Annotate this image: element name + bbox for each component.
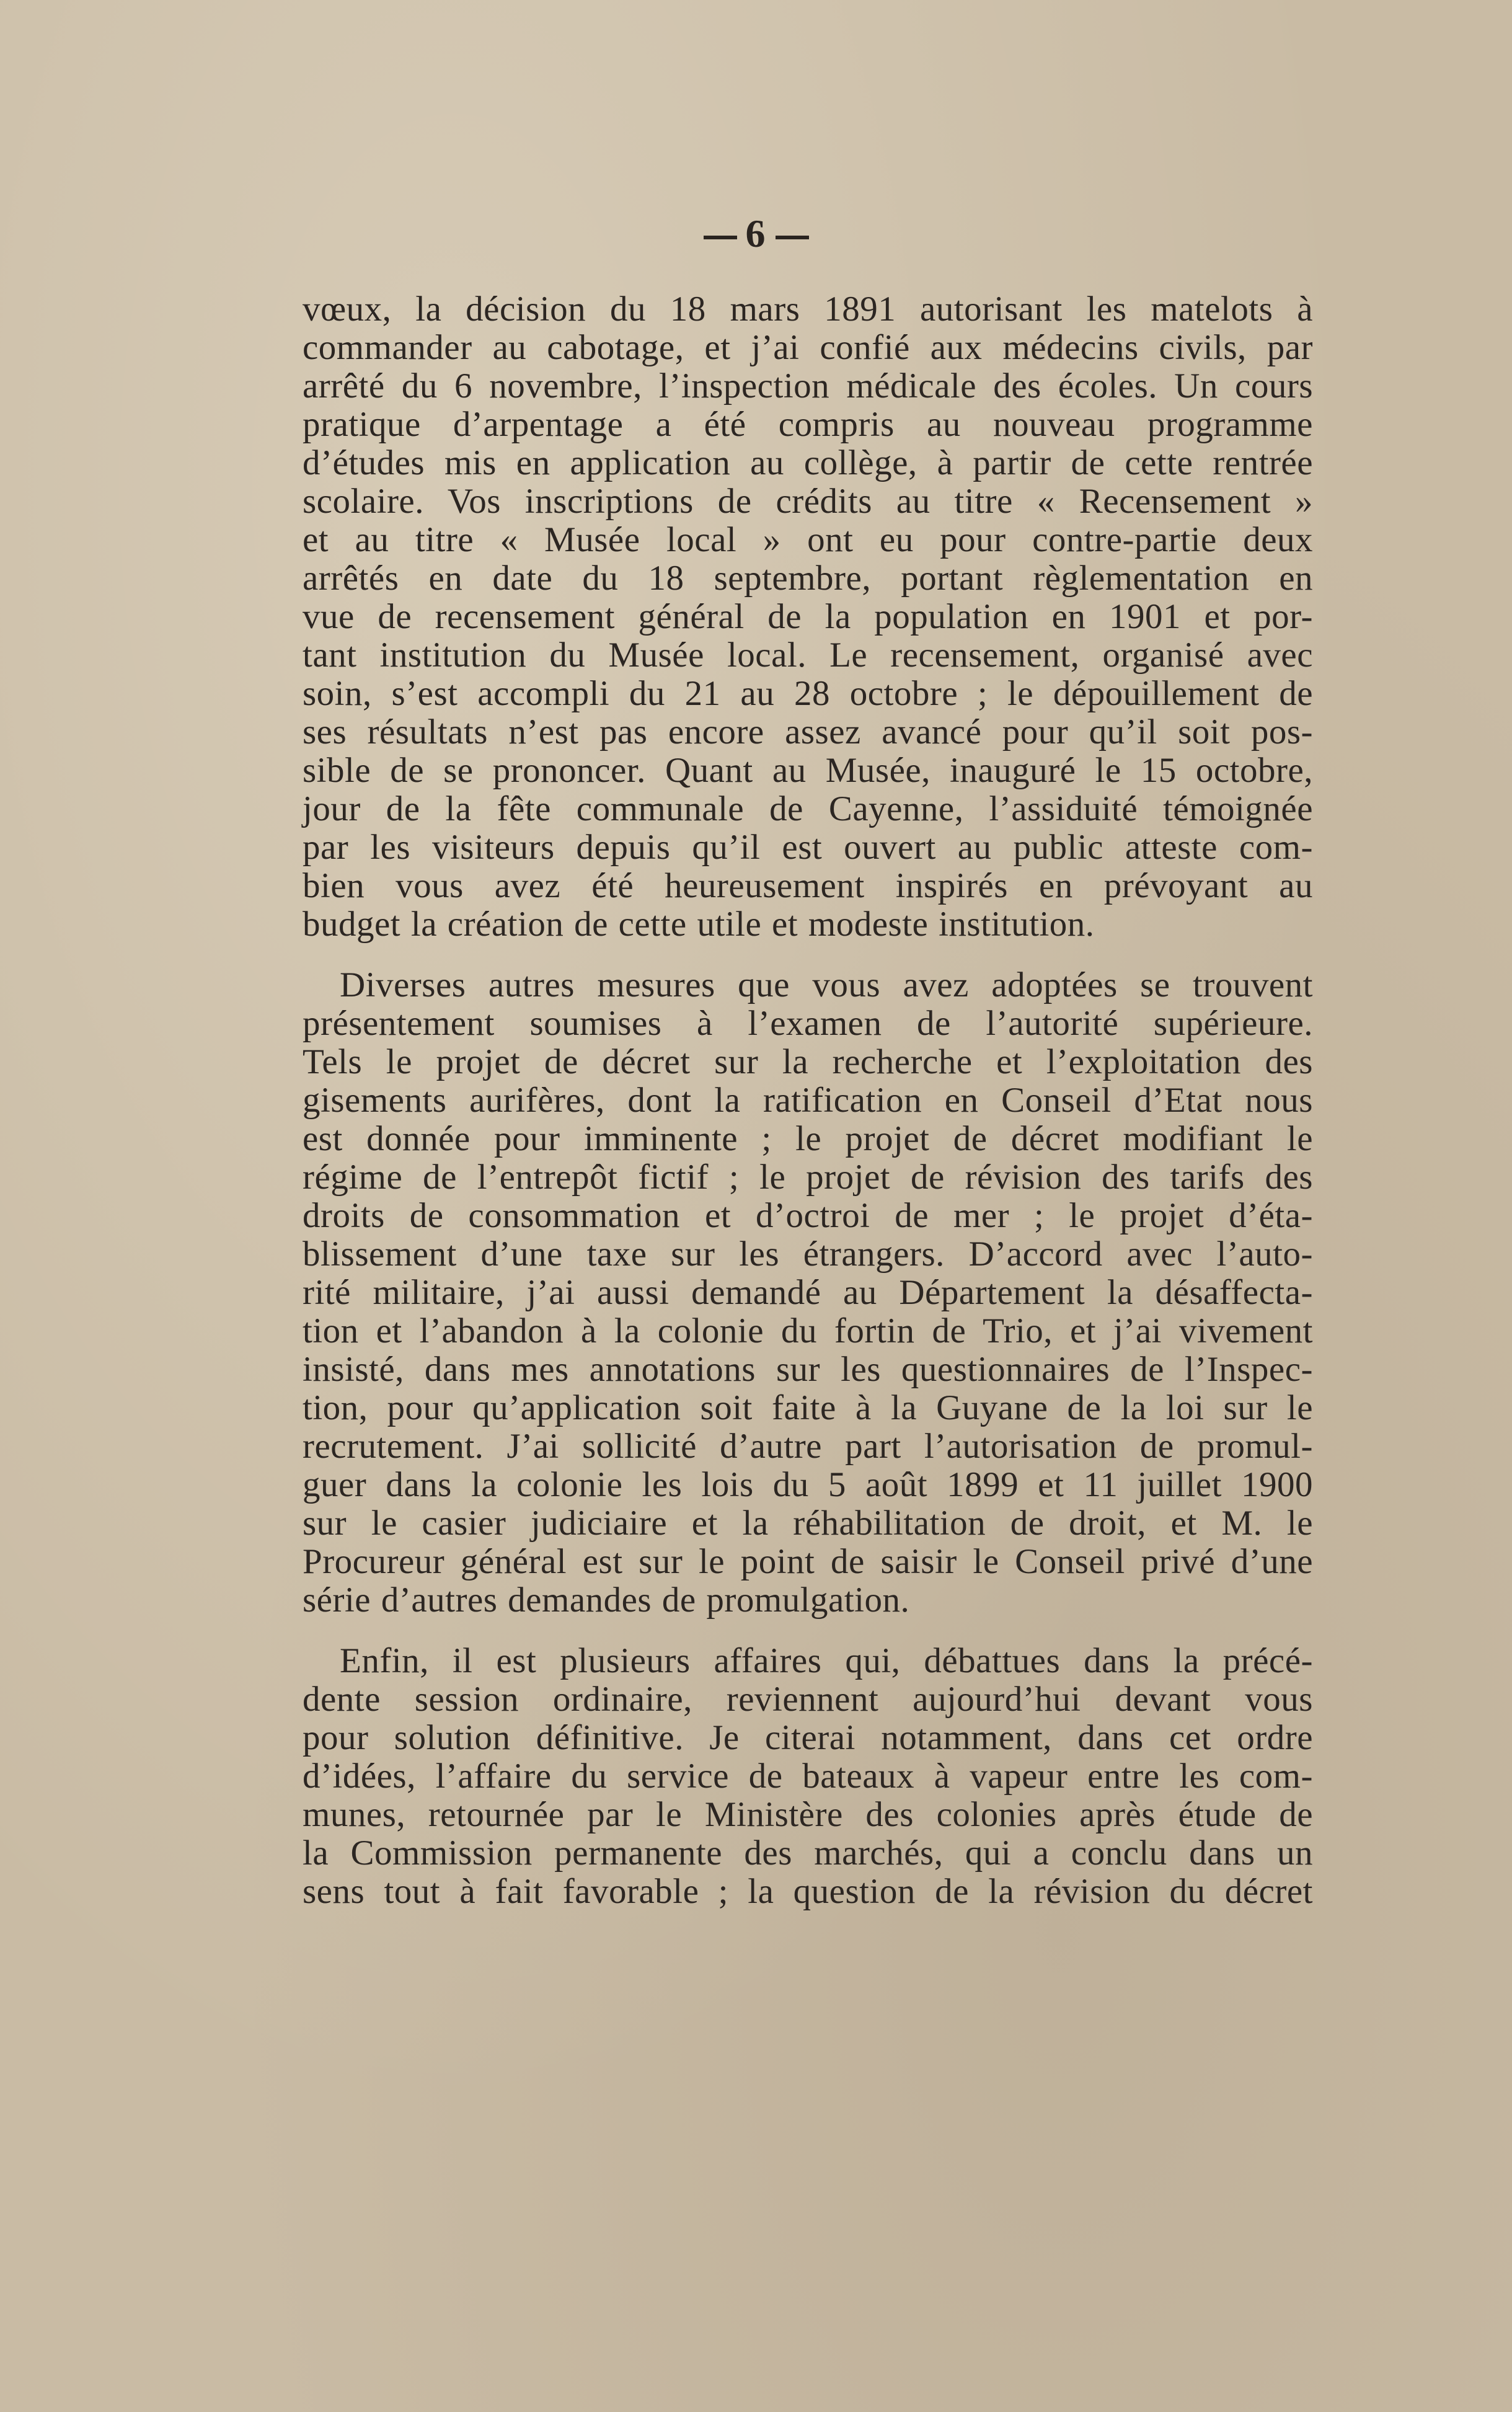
text-line: budget la création de cette utile et modeste institution. bbox=[303, 905, 1095, 944]
text-line: sens tout à fait favorable ; la question de la révision du décret bbox=[303, 1872, 1313, 1911]
page-number-dash-left bbox=[704, 236, 737, 239]
text-line: bien vous avez été heureusement inspirés en prévoyant au bbox=[303, 866, 1313, 905]
paragraph-3 bbox=[303, 1642, 1313, 1911]
text-line: jour de la fête communale de Cayenne, l’assiduité témoignée bbox=[303, 789, 1313, 828]
text-line: pratique d’arpentage a été compris au nouveau programme bbox=[303, 405, 1313, 444]
text-line: tion et l’abandon à la colonie du fortin de Trio, et j’ai vivement bbox=[303, 1311, 1313, 1350]
text-line: est donnée pour imminente ; le projet de décret modifiant le bbox=[303, 1119, 1313, 1158]
text-line: soin, s’est accompli du 21 au 28 octobre ; le dépouillement de bbox=[303, 674, 1313, 713]
text-line: tion, pour qu’application soit faite à la Guyane de la loi sur le bbox=[303, 1388, 1313, 1427]
page-number bbox=[0, 211, 1512, 257]
text-line: par les visiteurs depuis qu’il est ouvert au public atteste com- bbox=[303, 828, 1313, 867]
text-line: d’études mis en application au collège, à partir de cette rentrée bbox=[303, 443, 1313, 482]
text-line: munes, retournée par le Ministère des colonies après étude de bbox=[303, 1795, 1313, 1834]
text-line: droits de consommation et d’octroi de mer ; le projet d’éta- bbox=[303, 1196, 1313, 1235]
text-line: sur le casier judiciaire et la réhabilitation de droit, et M. le bbox=[303, 1504, 1313, 1543]
text-line: pour solution définitive. Je citerai notamment, dans cet ordre bbox=[303, 1718, 1313, 1757]
text-line: et au titre « Musée local » ont eu pour contre-partie deux bbox=[303, 520, 1313, 559]
body-text bbox=[303, 290, 1313, 1911]
paragraph-2 bbox=[303, 966, 1313, 1620]
text-line: recrutement. J’ai sollicité d’autre part l’autorisation de promul- bbox=[303, 1427, 1313, 1466]
text-line: scolaire. Vos inscriptions de crédits au titre « Recensement » bbox=[303, 482, 1313, 521]
text-line: gisements aurifères, dont la ratification en Conseil d’Etat nous bbox=[303, 1081, 1313, 1120]
text-line: régime de l’entrepôt fictif ; le projet de révision des tarifs des bbox=[303, 1158, 1313, 1197]
text-line: guer dans la colonie les lois du 5 août 1899 et 11 juillet 1900 bbox=[303, 1465, 1313, 1504]
text-line: Enfin, il est plusieurs affaires qui, débattues dans la précé- bbox=[340, 1641, 1313, 1680]
paragraph-1 bbox=[303, 290, 1313, 944]
text-line: Procureur général est sur le point de saisir le Conseil privé d’une bbox=[303, 1542, 1313, 1581]
text-line: présentement soumises à l’examen de l’autorité supérieure. bbox=[303, 1004, 1313, 1043]
text-line: d’idées, l’affaire du service de bateaux à vapeur entre les com- bbox=[303, 1757, 1313, 1796]
text-line: série d’autres demandes de promulgation. bbox=[303, 1581, 910, 1620]
text-line: blissement d’une taxe sur les étrangers. D’accord avec l’auto- bbox=[303, 1235, 1313, 1274]
text-line: rité militaire, j’ai aussi demandé au Département la désaffecta- bbox=[303, 1273, 1313, 1312]
text-line: dente session ordinaire, reviennent aujourd’hui devant vous bbox=[303, 1680, 1313, 1719]
text-line: Diverses autres mesures que vous avez adoptées se trouvent bbox=[340, 965, 1313, 1004]
text-line: arrêtés en date du 18 septembre, portant règlementation en bbox=[303, 559, 1313, 598]
text-line: ses résultats n’est pas encore assez avancé pour qu’il soit pos- bbox=[303, 712, 1313, 752]
text-line: insisté, dans mes annotations sur les questionnaires de l’Inspec- bbox=[303, 1350, 1313, 1389]
text-line: sible de se prononcer. Quant au Musée, inauguré le 15 octobre, bbox=[303, 751, 1313, 790]
text-line: commander au cabotage, et j’ai confié aux médecins civils, par bbox=[303, 328, 1313, 367]
text-line: vœux, la décision du 18 mars 1891 autorisant les matelots à bbox=[303, 290, 1313, 329]
page-number-dash-right bbox=[776, 236, 809, 239]
text-line: tant institution du Musée local. Le recensement, organisé avec bbox=[303, 636, 1313, 675]
text-line: arrêté du 6 novembre, l’inspection médicale des écoles. Un cours bbox=[303, 366, 1313, 406]
text-line: Tels le projet de décret sur la recherche et l’exploitation des bbox=[303, 1042, 1313, 1081]
page-number-value: 6 bbox=[745, 211, 767, 255]
text-line: la Commission permanente des marchés, qui a conclu dans un bbox=[303, 1833, 1313, 1873]
text-line: vue de recensement général de la population en 1901 et por- bbox=[303, 597, 1313, 636]
